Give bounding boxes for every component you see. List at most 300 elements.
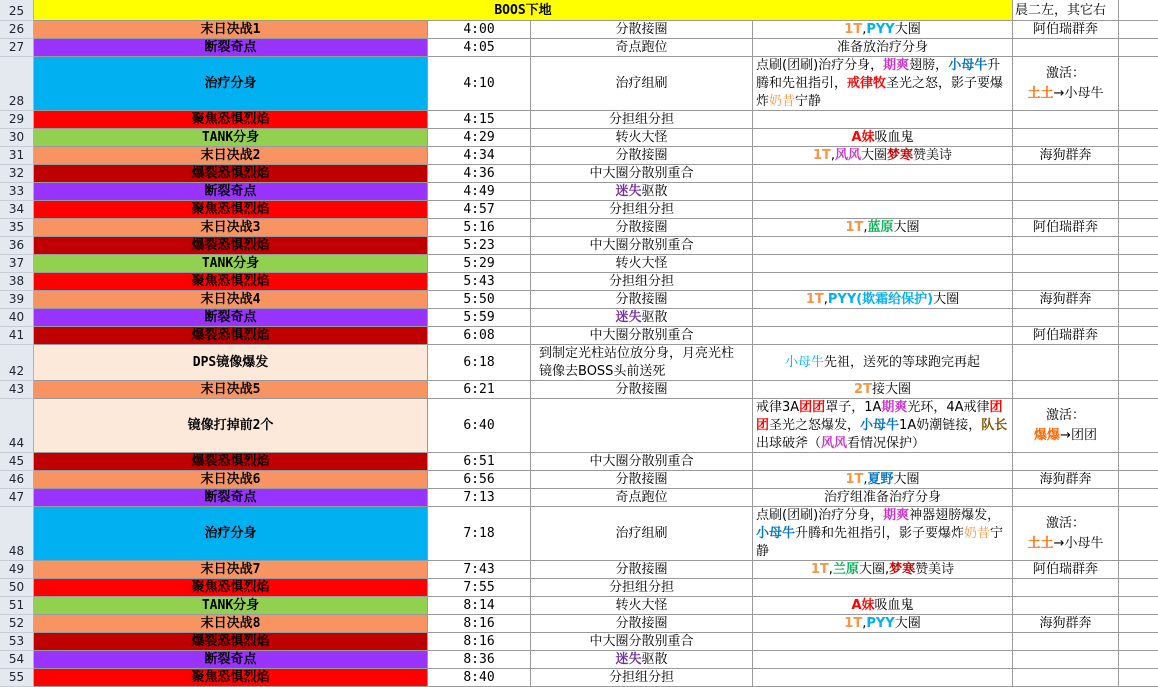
tactic-text	[851, 597, 913, 614]
empty-cell[interactable]	[1119, 291, 1158, 309]
assignment-note-cell[interactable]	[1013, 381, 1119, 399]
rich-text-run: 风风	[835, 148, 862, 163]
time-cell[interactable]: 6:21	[428, 381, 531, 399]
assignment-note-cell[interactable]	[1013, 579, 1119, 597]
rich-text-run: 点刷(团刷)治疗分身，	[756, 57, 884, 73]
empty-cell[interactable]	[1119, 579, 1158, 597]
rich-text-run: 先祖，送死的等球跑完再起	[824, 354, 981, 370]
assignment-note-cell[interactable]	[1013, 111, 1119, 129]
row-header[interactable]: 54	[0, 651, 34, 669]
time-cell[interactable]: 4:34	[428, 147, 531, 165]
assignment-note-cell[interactable]	[1013, 237, 1119, 255]
rich-text-run: 神器翅膀爆发，	[909, 507, 1001, 523]
row-header[interactable]: 27	[0, 39, 34, 57]
rich-text-run: 土土	[1027, 535, 1054, 551]
phase-name-cell[interactable]: 末日决战4	[34, 291, 428, 309]
table-row	[0, 633, 1158, 651]
rich-text-run: ,	[830, 148, 835, 163]
phase-name-cell[interactable]: 爆裂恐惧烈焰	[34, 327, 428, 345]
action-cell[interactable]: 奇点跑位	[531, 39, 753, 57]
table-row	[0, 381, 1158, 399]
rich-text-run: 2T	[854, 382, 872, 397]
phase-name-cell[interactable]: 治疗分身	[34, 57, 428, 111]
rich-text-run: 大圈	[894, 22, 921, 37]
time-cell[interactable]: 5:29	[428, 255, 531, 273]
tactic-cell[interactable]	[753, 147, 1013, 165]
tactic-cell[interactable]	[753, 57, 1013, 111]
empty-cell[interactable]	[1119, 651, 1158, 669]
row-header[interactable]: 44	[0, 399, 34, 453]
rich-text-run: 队长	[981, 417, 1008, 433]
table-row	[0, 327, 1158, 345]
phase-name-cell[interactable]: 末日决战1	[34, 21, 428, 39]
tactic-text	[806, 291, 959, 308]
action-cell[interactable]: 分担组分担	[531, 273, 753, 291]
tactic-cell[interactable]	[753, 399, 1013, 453]
phase-name-cell[interactable]: 聚焦恐惧烈焰	[34, 111, 428, 129]
time-cell[interactable]: 4:00	[428, 21, 531, 39]
phase-name-cell[interactable]: 聚焦恐惧烈焰	[34, 273, 428, 291]
action-cell[interactable]: 奇点跑位	[531, 489, 753, 507]
empty-cell[interactable]	[1119, 273, 1158, 291]
assignment-note-cell[interactable]	[1013, 597, 1119, 615]
tactic-cell[interactable]	[753, 39, 1013, 57]
time-cell[interactable]: 7:18	[428, 507, 531, 561]
rich-text-run: 升腾和先祖指引，影子要爆炸	[795, 525, 965, 541]
phase-name-cell[interactable]: 末日决战6	[34, 471, 428, 489]
row-header[interactable]: 55	[0, 669, 34, 687]
empty-cell[interactable]	[1119, 399, 1158, 453]
row-header[interactable]: 34	[0, 201, 34, 219]
phase-name-cell[interactable]: TANK分身	[34, 129, 428, 147]
table-row	[0, 57, 1158, 111]
assignment-note-cell[interactable]: 海狗群奔	[1013, 147, 1119, 165]
rich-text-run: 罩子，1A	[825, 399, 882, 415]
row-header[interactable]: 41	[0, 327, 34, 345]
empty-cell[interactable]	[1119, 471, 1158, 489]
time-cell[interactable]: 7:43	[428, 561, 531, 579]
rich-text-run: 看情况保护）	[847, 435, 926, 451]
empty-cell[interactable]	[1119, 219, 1158, 237]
row-header[interactable]: 29	[0, 111, 34, 129]
time-cell[interactable]: 7:13	[428, 489, 531, 507]
tactic-text	[837, 39, 928, 56]
action-cell[interactable]: 治疗组刷	[531, 57, 753, 111]
phase-name-cell[interactable]: 末日决战5	[34, 381, 428, 399]
rich-text-run: 蓝原	[867, 220, 894, 235]
action-cell[interactable]: 分散接圈	[531, 291, 753, 309]
phase-name-cell[interactable]: 聚焦恐惧烈焰	[34, 579, 428, 597]
time-cell[interactable]: 7:55	[428, 579, 531, 597]
assignment-note-cell[interactable]: 晨二左，其它右	[1013, 0, 1119, 21]
assignment-note-cell[interactable]: 海狗群奔	[1013, 291, 1119, 309]
assignment-note-cell[interactable]	[1013, 633, 1119, 651]
rich-text-run: 激活：	[1045, 515, 1085, 531]
rich-text-run: PYY(欺霜给保护)	[827, 292, 934, 307]
empty-cell[interactable]	[1119, 309, 1158, 327]
tactic-text	[851, 129, 913, 146]
time-cell[interactable]: 5:50	[428, 291, 531, 309]
rich-text-run: 圣光之怒爆发，	[769, 417, 861, 433]
time-cell[interactable]: 5:16	[428, 219, 531, 237]
tactic-cell[interactable]	[753, 165, 1013, 183]
empty-cell[interactable]	[1119, 561, 1158, 579]
note-text	[1028, 514, 1104, 554]
rich-text-run: 团团	[756, 399, 1003, 433]
action-cell[interactable]: 中大圈分散别重合	[531, 633, 753, 651]
title-row	[0, 0, 1158, 21]
row-header[interactable]: 38	[0, 273, 34, 291]
rich-text-run: 大圈	[893, 472, 920, 487]
time-cell[interactable]: 4:10	[428, 57, 531, 111]
rich-text-run: 大圈	[894, 616, 921, 631]
assignment-note-cell[interactable]	[1013, 651, 1119, 669]
rich-text-run: 期爽	[883, 57, 910, 73]
row-header[interactable]: 26	[0, 21, 34, 39]
table-row	[0, 651, 1158, 669]
rich-text-run: →团团	[1060, 427, 1097, 443]
tactic-cell[interactable]	[753, 507, 1013, 561]
empty-cell[interactable]	[1119, 147, 1158, 165]
rich-text-run: ,	[823, 292, 828, 307]
action-cell[interactable]	[531, 183, 753, 201]
action-cell[interactable]: 分散接圈	[531, 561, 753, 579]
tactic-text	[753, 507, 1012, 561]
phase-name-cell[interactable]: 断裂奇点	[34, 489, 428, 507]
row-header[interactable]: 53	[0, 633, 34, 651]
rich-text-run: ,	[863, 472, 868, 487]
empty-cell[interactable]	[1119, 39, 1158, 57]
rich-text-run: 激活：	[1045, 407, 1085, 423]
assignment-note-cell[interactable]	[1013, 201, 1119, 219]
phase-name-cell[interactable]: 镜像打掉前2个	[34, 399, 428, 453]
row-header[interactable]: 30	[0, 129, 34, 147]
tactic-text	[753, 57, 1012, 111]
time-cell[interactable]: 5:59	[428, 309, 531, 327]
action-cell[interactable]: 中大圈分散别重合	[531, 237, 753, 255]
phase-name-cell[interactable]: 爆裂恐惧烈焰	[34, 633, 428, 651]
action-cell[interactable]	[531, 309, 753, 327]
empty-cell[interactable]	[1119, 507, 1158, 561]
table-row	[0, 201, 1158, 219]
phase-name-cell[interactable]: 断裂奇点	[34, 39, 428, 57]
time-cell[interactable]: 8:16	[428, 633, 531, 651]
rich-text-run: 大圈,	[858, 562, 890, 577]
phase-name-cell[interactable]: 断裂奇点	[34, 309, 428, 327]
tactic-text	[824, 489, 941, 506]
row-header[interactable]: 50	[0, 579, 34, 597]
row-header[interactable]: 25	[0, 0, 34, 21]
action-cell[interactable]: 分担组分担	[531, 201, 753, 219]
tactic-cell[interactable]	[753, 579, 1013, 597]
empty-cell[interactable]	[1119, 669, 1158, 687]
row-header[interactable]: 36	[0, 237, 34, 255]
tactic-cell[interactable]	[753, 633, 1013, 651]
assignment-note-cell[interactable]	[1013, 399, 1119, 453]
note-text	[1028, 64, 1104, 104]
row-header[interactable]: 31	[0, 147, 34, 165]
row-header[interactable]: 52	[0, 615, 34, 633]
assignment-note-cell[interactable]	[1013, 345, 1119, 381]
rich-text-run: 期爽	[883, 507, 910, 523]
rich-text-run: 迷失	[615, 310, 642, 325]
phase-name-cell[interactable]: 爆裂恐惧烈焰	[34, 453, 428, 471]
rich-text-run: 大圈	[933, 292, 960, 307]
phase-name-cell[interactable]: 治疗分身	[34, 507, 428, 561]
tactic-cell[interactable]	[753, 345, 1013, 381]
tactic-cell[interactable]	[753, 237, 1013, 255]
action-cell[interactable]: 分散接圈	[531, 381, 753, 399]
empty-cell[interactable]	[1119, 111, 1158, 129]
action-cell[interactable]: 治疗组刷	[531, 507, 753, 561]
rich-text-run: 小母牛	[948, 57, 988, 73]
time-cell[interactable]: 6:18	[428, 345, 531, 381]
table-row	[0, 489, 1158, 507]
phase-name-cell[interactable]: 断裂奇点	[34, 651, 428, 669]
tactic-cell[interactable]	[753, 471, 1013, 489]
assignment-note-cell[interactable]: 阿伯瑞群奔	[1013, 21, 1119, 39]
rich-text-run: 大圈	[861, 148, 888, 163]
row-header[interactable]: 39	[0, 291, 34, 309]
rich-text-run: 吸血鬼	[874, 598, 914, 613]
time-cell[interactable]: 4:05	[428, 39, 531, 57]
phase-name-cell[interactable]: DPS镜像爆发	[34, 345, 428, 381]
rich-text-run: 夏野	[867, 472, 894, 487]
assignment-note-cell[interactable]	[1013, 129, 1119, 147]
action-cell[interactable]: 分散接圈	[531, 615, 753, 633]
rich-text-run: 奶昔	[769, 93, 796, 109]
row-header[interactable]: 40	[0, 309, 34, 327]
rich-text-run: 梦寒	[887, 148, 914, 163]
rich-text-run: 爆爆	[1034, 427, 1061, 443]
tactic-text	[854, 381, 911, 398]
row-header[interactable]: 49	[0, 561, 34, 579]
rich-text-run: 接大圈	[871, 382, 911, 397]
empty-cell[interactable]	[1119, 21, 1158, 39]
phase-name-cell[interactable]: 末日决战3	[34, 219, 428, 237]
empty-cell[interactable]	[1119, 0, 1158, 21]
rich-text-run: 宁静	[756, 525, 1004, 559]
tactic-cell[interactable]	[753, 309, 1013, 327]
empty-cell[interactable]	[1119, 57, 1158, 111]
action-cell[interactable]: 中大圈分散别重合	[531, 453, 753, 471]
table-row	[0, 165, 1158, 183]
table-row	[0, 453, 1158, 471]
rich-text-run: 戒律3A	[756, 399, 800, 415]
row-header[interactable]: 51	[0, 597, 34, 615]
phase-name-cell[interactable]: 末日决战8	[34, 615, 428, 633]
row-header[interactable]: 48	[0, 507, 34, 561]
rich-text-run: 小母牛	[860, 417, 900, 433]
empty-cell[interactable]	[1119, 327, 1158, 345]
tactic-cell[interactable]	[753, 651, 1013, 669]
time-cell[interactable]: 4:29	[428, 129, 531, 147]
empty-cell[interactable]	[1119, 615, 1158, 633]
table-row	[0, 597, 1158, 615]
table-row	[0, 615, 1158, 633]
rich-text-run: 梦寒	[889, 562, 916, 577]
time-cell[interactable]: 8:14	[428, 597, 531, 615]
row-header[interactable]: 28	[0, 57, 34, 111]
assignment-note-cell[interactable]	[1013, 183, 1119, 201]
tactic-text	[813, 147, 952, 164]
assignment-note-cell[interactable]	[1013, 507, 1119, 561]
time-cell[interactable]: 6:40	[428, 399, 531, 453]
tactic-cell[interactable]	[753, 21, 1013, 39]
action-cell[interactable]: 到制定光柱站位放分身，月亮光柱镜像去BOSS头前送死	[531, 345, 753, 381]
tactic-cell[interactable]	[753, 597, 1013, 615]
tactic-cell[interactable]	[753, 183, 1013, 201]
time-cell[interactable]: 4:57	[428, 201, 531, 219]
rich-text-run: 迷失	[615, 184, 642, 199]
rich-text-run: 翅膀，	[909, 57, 949, 73]
assignment-note-cell[interactable]	[1013, 39, 1119, 57]
rich-text-run: A妹	[851, 130, 875, 145]
tactic-cell[interactable]	[753, 111, 1013, 129]
row-header[interactable]: 46	[0, 471, 34, 489]
rich-text-run: 1T	[812, 148, 831, 163]
empty-cell[interactable]	[1119, 489, 1158, 507]
empty-cell[interactable]	[1119, 633, 1158, 651]
row-header[interactable]: 33	[0, 183, 34, 201]
empty-cell[interactable]	[1119, 453, 1158, 471]
empty-cell[interactable]	[1119, 183, 1158, 201]
rich-text-run: 土土	[1027, 85, 1054, 101]
phase-name-cell[interactable]: 末日决战2	[34, 147, 428, 165]
rich-text-run: 驱散	[641, 184, 668, 199]
assignment-note-cell[interactable]	[1013, 273, 1119, 291]
action-cell[interactable]: 分散接圈	[531, 219, 753, 237]
assignment-note-cell[interactable]	[1013, 489, 1119, 507]
tactic-cell[interactable]	[753, 615, 1013, 633]
time-cell[interactable]: 8:36	[428, 651, 531, 669]
tactic-cell[interactable]	[753, 327, 1013, 345]
time-cell[interactable]: 5:43	[428, 273, 531, 291]
empty-cell[interactable]	[1119, 237, 1158, 255]
rich-text-run: ,	[862, 616, 867, 631]
empty-cell[interactable]	[1119, 345, 1158, 381]
action-cell[interactable]: 中大圈分散别重合	[531, 327, 753, 345]
assignment-note-cell[interactable]: 海狗群奔	[1013, 471, 1119, 489]
action-cell[interactable]	[531, 399, 753, 453]
empty-cell[interactable]	[1119, 129, 1158, 147]
rich-text-run: PYY	[866, 22, 895, 37]
assignment-note-cell[interactable]: 海狗群奔	[1013, 615, 1119, 633]
tactic-cell[interactable]	[753, 489, 1013, 507]
row-header[interactable]: 47	[0, 489, 34, 507]
assignment-note-cell[interactable]	[1013, 57, 1119, 111]
action-cell[interactable]: 中大圈分散别重合	[531, 165, 753, 183]
phase-name-cell[interactable]: TANK分身	[34, 255, 428, 273]
action-cell[interactable]: 分担组分担	[531, 111, 753, 129]
row-header[interactable]: 43	[0, 381, 34, 399]
rich-text-run: 大圈	[893, 220, 920, 235]
time-cell[interactable]: 6:08	[428, 327, 531, 345]
time-cell[interactable]: 8:40	[428, 669, 531, 687]
action-cell[interactable]: 分散接圈	[531, 21, 753, 39]
empty-cell[interactable]	[1119, 201, 1158, 219]
assignment-note-cell[interactable]: 阿伯瑞群奔	[1013, 219, 1119, 237]
phase-name-cell[interactable]: 爆裂恐惧烈焰	[34, 237, 428, 255]
tactic-cell[interactable]	[753, 381, 1013, 399]
assignment-note-cell[interactable]	[1013, 255, 1119, 273]
tactic-cell[interactable]	[753, 669, 1013, 687]
tactic-cell[interactable]	[753, 453, 1013, 471]
phase-name-cell[interactable]: 聚焦恐惧烈焰	[34, 669, 428, 687]
phase-name-cell[interactable]: TANK分身	[34, 597, 428, 615]
tactic-text	[844, 21, 920, 38]
rich-text-run: PYY	[866, 616, 895, 631]
action-cell[interactable]: 分担组分担	[531, 669, 753, 687]
empty-cell[interactable]	[1119, 255, 1158, 273]
phase-name-cell[interactable]: 断裂奇点	[34, 183, 428, 201]
time-cell[interactable]: 6:56	[428, 471, 531, 489]
time-cell[interactable]: 4:36	[428, 165, 531, 183]
rich-text-run: 驱散	[641, 310, 668, 325]
assignment-note-cell[interactable]	[1013, 165, 1119, 183]
row-header[interactable]: 35	[0, 219, 34, 237]
action-cell[interactable]: 转火大怪	[531, 597, 753, 615]
rich-text-run: 迷失	[615, 652, 642, 667]
action-cell[interactable]	[531, 651, 753, 669]
row-header[interactable]: 45	[0, 453, 34, 471]
tactic-text	[753, 354, 1012, 372]
action-cell[interactable]: 转火大怪	[531, 255, 753, 273]
rich-text-run: 准备放治疗分身	[836, 40, 928, 55]
assignment-note-cell[interactable]	[1013, 669, 1119, 687]
table-row	[0, 471, 1158, 489]
phase-name-cell[interactable]: 末日决战7	[34, 561, 428, 579]
tactic-cell[interactable]	[753, 255, 1013, 273]
assignment-note-cell[interactable]	[1013, 309, 1119, 327]
rich-text-run: A妹	[851, 598, 875, 613]
section-title-cell[interactable]: BOOS下地	[34, 0, 1013, 21]
note-text	[1034, 406, 1097, 446]
empty-cell[interactable]	[1119, 597, 1158, 615]
tactic-cell[interactable]	[753, 219, 1013, 237]
time-cell[interactable]: 6:51	[428, 453, 531, 471]
empty-cell[interactable]	[1119, 165, 1158, 183]
tactic-cell[interactable]	[753, 291, 1013, 309]
time-cell[interactable]: 4:15	[428, 111, 531, 129]
time-cell[interactable]: 8:16	[428, 615, 531, 633]
rich-text-run: 1T	[844, 616, 863, 631]
assignment-note-cell[interactable]: 阿伯瑞群奔	[1013, 327, 1119, 345]
action-cell[interactable]: 转火大怪	[531, 129, 753, 147]
assignment-note-cell[interactable]	[1013, 453, 1119, 471]
row-header[interactable]: 42	[0, 345, 34, 381]
tactic-cell[interactable]	[753, 273, 1013, 291]
time-cell[interactable]: 5:23	[428, 237, 531, 255]
time-cell[interactable]: 4:49	[428, 183, 531, 201]
rich-text-run: 赞美诗	[913, 148, 953, 163]
phase-name-cell[interactable]: 聚焦恐惧烈焰	[34, 201, 428, 219]
empty-cell[interactable]	[1119, 381, 1158, 399]
action-cell[interactable]: 分担组分担	[531, 579, 753, 597]
tactic-cell[interactable]	[753, 561, 1013, 579]
action-cell[interactable]: 分散接圈	[531, 471, 753, 489]
row-header[interactable]: 37	[0, 255, 34, 273]
rich-text-run: 小母牛	[784, 354, 824, 370]
action-cell[interactable]: 分散接圈	[531, 147, 753, 165]
rich-text-run: 升腾和先祖指引，	[756, 57, 1001, 91]
assignment-note-cell[interactable]: 阿伯瑞群奔	[1013, 561, 1119, 579]
tactic-cell[interactable]	[753, 201, 1013, 219]
phase-name-cell[interactable]: 爆裂恐惧烈焰	[34, 165, 428, 183]
tactic-cell[interactable]	[753, 129, 1013, 147]
tactic-text	[845, 471, 919, 488]
row-header[interactable]: 32	[0, 165, 34, 183]
